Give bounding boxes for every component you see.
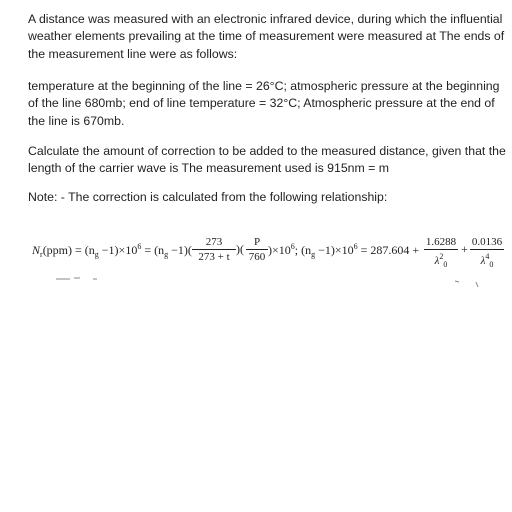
problem-conditions: temperature at the beginning of the line = 26°C; atmospheric pressure at the beginning of the line 680mb; end of line temperature = 32°C; Atmospheric pressure at the end of the line is 670mb. — [28, 79, 500, 128]
formula-mid: )( — [236, 242, 244, 256]
lambda-squared-fraction: 1.6288 $\lambda^2_0$ — [425, 236, 457, 269]
problem-intro: A distance was measured with an electronic infrared device, during which the influential weather elements prevailing at the time of measurement were measured at The ends of the measurement line were as follows: — [28, 12, 505, 61]
correction-formula — [32, 232, 507, 278]
formula-lhs: $N_r(ppm) = (n_g -1)\times 10^6 = (n_g -1)$( — [32, 242, 192, 259]
problem-note: Note: - The correction is calculated from the following relationship: — [28, 190, 388, 204]
temperature-fraction: 273 273 + t — [192, 236, 236, 263]
lambda-fourth-fraction: 0.0136 $\lambda^4_0$ — [471, 236, 503, 269]
formula-rhs: )$\times 10^6$; $(n_g -1)\times 10^6 = 287.604$ + — [268, 242, 420, 259]
pressure-fraction: P 760 — [246, 236, 268, 263]
problem-question: Calculate the amount of correction to be added to the measured distance, given that the length of the carrier wave is The measurement used is 915nm = m — [28, 144, 506, 176]
formula-plus: + — [461, 242, 468, 256]
